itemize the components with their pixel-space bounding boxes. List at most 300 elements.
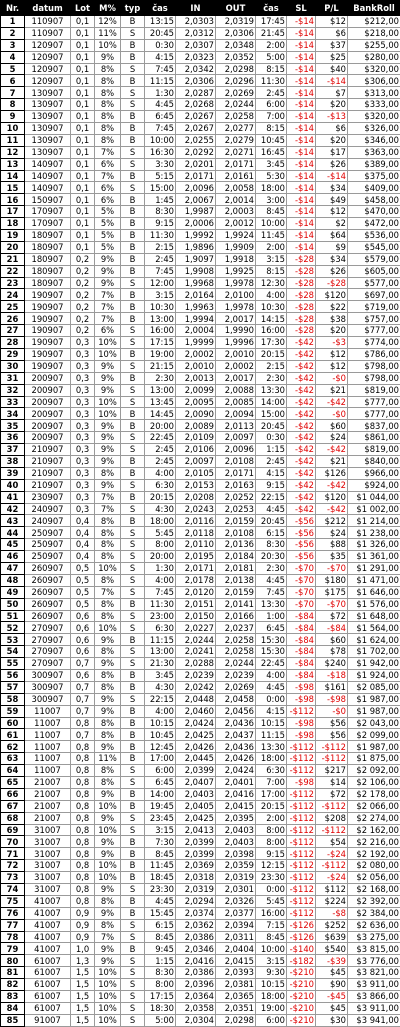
cell-in-price: 2,0319	[176, 884, 216, 896]
cell-typ: S	[121, 574, 145, 586]
cell-open-time: 18:45	[145, 872, 176, 884]
table-row	[1, 241, 400, 253]
cell-in-price: 2,0386	[176, 931, 216, 943]
cell-lot: 0,8	[71, 777, 95, 789]
cell-in-price: 2,0095	[176, 396, 216, 408]
cell-out-price: 2,0181	[216, 562, 256, 574]
cell-open-time: 22:45	[145, 432, 176, 444]
cell-margin-pct: 10%	[95, 800, 121, 812]
cell-in-price: 2,0239	[176, 669, 216, 681]
cell-margin-pct: 8%	[95, 895, 121, 907]
cell-bankroll: $1 987,00	[348, 741, 400, 753]
cell-typ: B	[121, 788, 145, 800]
cell-margin-pct: 9%	[95, 705, 121, 717]
cell-bankroll: $1 875,00	[348, 753, 400, 765]
cell-datum: 210907	[25, 444, 71, 456]
cell-close-time: 2:45	[256, 87, 287, 99]
cell-out-price: 2,0426	[216, 753, 256, 765]
table-row	[1, 646, 400, 658]
cell-lot: 0,5	[71, 574, 95, 586]
cell-bankroll: $280,00	[348, 51, 400, 63]
cell-bankroll: $2 106,00	[348, 777, 400, 789]
cell-in-price: 2,0460	[176, 705, 216, 717]
cell-typ: B	[121, 717, 145, 729]
cell-out-price: 2,0436	[216, 741, 256, 753]
cell-stop-loss: -$126	[287, 919, 316, 931]
cell-out-price: 2,0184	[216, 551, 256, 563]
cell-margin-pct: 9%	[95, 360, 121, 372]
cell-margin-pct: 9%	[95, 943, 121, 955]
cell-lot: 0,8	[71, 848, 95, 860]
cell-typ: S	[121, 277, 145, 289]
cell-lot: 0,6	[71, 610, 95, 622]
table-row	[1, 384, 400, 396]
cell-stop-loss: -$14	[287, 158, 316, 170]
cell-stop-loss: -$84	[287, 634, 316, 646]
cell-open-time: 3:30	[145, 158, 176, 170]
cell-in-price: 2,0405	[176, 800, 216, 812]
cell-profit-loss: -$3	[316, 337, 348, 349]
cell-nr: 40	[1, 479, 25, 491]
cell-profit-loss: -$8	[316, 907, 348, 919]
table-row	[1, 693, 400, 705]
cell-datum: 260907	[25, 574, 71, 586]
cell-stop-loss: -$126	[287, 931, 316, 943]
cell-out-price: 2,0113	[216, 420, 256, 432]
cell-stop-loss: -$14	[287, 218, 316, 230]
cell-profit-loss: $12	[316, 206, 348, 218]
cell-open-time: 4:15	[145, 51, 176, 63]
cell-bankroll: $2 043,00	[348, 717, 400, 729]
cell-bankroll: $3 941,00	[348, 1014, 400, 1026]
cell-close-time: 6:30	[256, 765, 287, 777]
cell-typ: S	[121, 955, 145, 967]
cell-bankroll: $819,00	[348, 384, 400, 396]
cell-close-time: 13:30	[256, 598, 287, 610]
column-header-datum: datum	[25, 1, 71, 16]
cell-nr: 29	[1, 348, 25, 360]
cell-profit-loss: -$39	[316, 955, 348, 967]
cell-margin-pct: 9%	[95, 253, 121, 265]
cell-open-time: 6:45	[145, 111, 176, 123]
cell-out-price: 2,0296	[216, 75, 256, 87]
cell-bankroll: $2 085,00	[348, 681, 400, 693]
cell-open-time: 4:45	[145, 99, 176, 111]
cell-lot: 0,1	[71, 111, 95, 123]
cell-margin-pct: 11%	[95, 753, 121, 765]
cell-datum: 190907	[25, 313, 71, 325]
cell-margin-pct: 10%	[95, 1014, 121, 1026]
cell-out-price: 2,0415	[216, 955, 256, 967]
cell-in-price: 2,0407	[176, 777, 216, 789]
cell-in-price: 2,0318	[176, 872, 216, 884]
cell-nr: 28	[1, 337, 25, 349]
cell-lot: 0,1	[71, 158, 95, 170]
cell-typ: B	[121, 848, 145, 860]
cell-out-price: 2,0085	[216, 396, 256, 408]
cell-bankroll: $579,00	[348, 253, 400, 265]
cell-open-time: 2:30	[145, 372, 176, 384]
cell-profit-loss: $64	[316, 230, 348, 242]
cell-in-price: 1,9992	[176, 230, 216, 242]
cell-datum: 190907	[25, 337, 71, 349]
cell-open-time: 2:45	[145, 444, 176, 456]
cell-typ: B	[121, 634, 145, 646]
cell-out-price: 2,0002	[216, 360, 256, 372]
cell-in-price: 2,0201	[176, 158, 216, 170]
table-row	[1, 372, 400, 384]
cell-lot: 0,3	[71, 503, 95, 515]
cell-datum: 270907	[25, 634, 71, 646]
cell-open-time: 6:00	[145, 765, 176, 777]
cell-datum: 130907	[25, 87, 71, 99]
cell-close-time: 12:30	[256, 277, 287, 289]
cell-stop-loss: -$112	[287, 753, 316, 765]
table-row	[1, 146, 400, 158]
cell-lot: 0,8	[71, 717, 95, 729]
cell-nr: 85	[1, 1014, 25, 1026]
cell-margin-pct: 8%	[95, 574, 121, 586]
cell-lot: 0,7	[71, 705, 95, 717]
cell-nr: 82	[1, 979, 25, 991]
cell-out-price: 2,0239	[216, 669, 256, 681]
cell-out-price: 2,0258	[216, 646, 256, 658]
cell-close-time: 20:15	[256, 800, 287, 812]
cell-lot: 1,0	[71, 943, 95, 955]
cell-profit-loss: -$112	[316, 753, 348, 765]
cell-nr: 17	[1, 206, 25, 218]
cell-lot: 0,1	[71, 241, 95, 253]
cell-datum: 21007	[25, 812, 71, 824]
cell-open-time: 2:15	[145, 241, 176, 253]
cell-margin-pct: 9%	[95, 277, 121, 289]
cell-lot: 0,2	[71, 265, 95, 277]
cell-close-time: 8:00	[256, 836, 287, 848]
cell-in-price: 2,0362	[176, 919, 216, 931]
cell-profit-loss: $54	[316, 836, 348, 848]
table-row	[1, 75, 400, 87]
column-header-margin-pct: M%	[95, 1, 121, 16]
cell-bankroll: $326,00	[348, 123, 400, 135]
cell-margin-pct: 8%	[95, 111, 121, 123]
cell-margin-pct: 8%	[95, 777, 121, 789]
cell-in-price: 2,0303	[176, 16, 216, 28]
cell-nr: 8	[1, 99, 25, 111]
cell-lot: 0,1	[71, 206, 95, 218]
table-row	[1, 301, 400, 313]
table-row	[1, 979, 400, 991]
cell-open-time: 7:45	[145, 123, 176, 135]
cell-profit-loss: $639	[316, 931, 348, 943]
cell-nr: 60	[1, 717, 25, 729]
cell-lot: 0,8	[71, 836, 95, 848]
cell-close-time: 6:00	[256, 99, 287, 111]
cell-margin-pct: 7%	[95, 491, 121, 503]
cell-open-time: 3:15	[145, 824, 176, 836]
cell-lot: 0,5	[71, 598, 95, 610]
cell-out-price: 2,0100	[216, 289, 256, 301]
cell-in-price: 2,0208	[176, 491, 216, 503]
cell-datum: 180907	[25, 253, 71, 265]
cell-in-price: 2,0312	[176, 27, 216, 39]
cell-out-price: 2,0171	[216, 158, 256, 170]
cell-bankroll: $774,00	[348, 337, 400, 349]
cell-nr: 11	[1, 134, 25, 146]
cell-bankroll: $2 384,00	[348, 907, 400, 919]
cell-nr: 25	[1, 301, 25, 313]
cell-typ: S	[121, 182, 145, 194]
cell-datum: 170907	[25, 218, 71, 230]
cell-bankroll: $3 275,00	[348, 931, 400, 943]
cell-lot: 0,8	[71, 860, 95, 872]
column-header-out-price: OUT	[216, 1, 256, 16]
cell-out-price: 2,0319	[216, 16, 256, 28]
cell-out-price: 2,0306	[216, 27, 256, 39]
cell-datum: 250907	[25, 527, 71, 539]
cell-lot: 0,1	[71, 51, 95, 63]
cell-close-time: 10:15	[256, 717, 287, 729]
table-row	[1, 729, 400, 741]
cell-stop-loss: -$210	[287, 979, 316, 991]
cell-close-time: 7:00	[256, 111, 287, 123]
cell-open-time: 4:00	[145, 574, 176, 586]
cell-datum: 41007	[25, 907, 71, 919]
cell-datum: 260907	[25, 562, 71, 574]
cell-datum: 180907	[25, 241, 71, 253]
cell-bankroll: $458,00	[348, 194, 400, 206]
cell-close-time: 8:15	[256, 123, 287, 135]
cell-profit-loss: $161	[316, 681, 348, 693]
table-row	[1, 503, 400, 515]
cell-profit-loss: $9	[316, 241, 348, 253]
cell-profit-loss: -$14	[316, 75, 348, 87]
cell-bankroll: $3 911,00	[348, 979, 400, 991]
table-row	[1, 991, 400, 1003]
cell-datum: 130907	[25, 111, 71, 123]
cell-open-time: 11:15	[145, 634, 176, 646]
cell-margin-pct: 10%	[95, 872, 121, 884]
cell-margin-pct: 10%	[95, 1002, 121, 1014]
cell-margin-pct: 10%	[95, 979, 121, 991]
cell-out-price: 2,0138	[216, 574, 256, 586]
cell-close-time: 7:00	[256, 777, 287, 789]
cell-stop-loss: -$112	[287, 788, 316, 800]
cell-open-time: 6:15	[145, 919, 176, 931]
cell-typ: B	[121, 206, 145, 218]
cell-margin-pct: 7%	[95, 301, 121, 313]
cell-in-price: 2,0386	[176, 967, 216, 979]
cell-datum: 200907	[25, 396, 71, 408]
cell-open-time: 7:45	[145, 586, 176, 598]
cell-bankroll: $1 624,00	[348, 634, 400, 646]
cell-open-time: 16:00	[145, 325, 176, 337]
table-row	[1, 479, 400, 491]
cell-margin-pct: 8%	[95, 681, 121, 693]
cell-close-time: 5:00	[256, 51, 287, 63]
cell-close-time: 6:15	[256, 527, 287, 539]
cell-close-time: 19:00	[256, 1002, 287, 1014]
cell-nr: 57	[1, 681, 25, 693]
cell-datum: 200907	[25, 408, 71, 420]
cell-margin-pct: 8%	[95, 467, 121, 479]
cell-open-time: 13:00	[145, 313, 176, 325]
cell-bankroll: $3 911,00	[348, 1002, 400, 1014]
cell-stop-loss: -$112	[287, 812, 316, 824]
cell-stop-loss: -$112	[287, 741, 316, 753]
cell-open-time: 19:00	[145, 348, 176, 360]
cell-bankroll: $3 821,00	[348, 967, 400, 979]
cell-datum: 120907	[25, 63, 71, 75]
cell-typ: S	[121, 503, 145, 515]
cell-lot: 0,8	[71, 812, 95, 824]
cell-in-price: 2,0105	[176, 467, 216, 479]
table-row	[1, 598, 400, 610]
cell-open-time: 16:30	[145, 146, 176, 158]
cell-datum: 200907	[25, 420, 71, 432]
cell-typ: B	[121, 16, 145, 28]
cell-profit-loss: -$45	[316, 991, 348, 1003]
cell-out-price: 2,0381	[216, 979, 256, 991]
cell-close-time: 9:30	[256, 967, 287, 979]
cell-open-time: 4:45	[145, 895, 176, 907]
cell-datum: 21007	[25, 777, 71, 789]
table-row	[1, 788, 400, 800]
cell-lot: 0,1	[71, 182, 95, 194]
column-header-nr: Nr.	[1, 1, 25, 16]
cell-bankroll: $218,00	[348, 27, 400, 39]
cell-bankroll: $819,00	[348, 444, 400, 456]
cell-bankroll: $333,00	[348, 99, 400, 111]
cell-stop-loss: -$42	[287, 360, 316, 372]
cell-nr: 16	[1, 194, 25, 206]
cell-out-price: 2,0017	[216, 372, 256, 384]
cell-lot: 1,5	[71, 967, 95, 979]
table-row	[1, 586, 400, 598]
cell-out-price: 1,9996	[216, 337, 256, 349]
cell-profit-loss: -$70	[316, 562, 348, 574]
table-row	[1, 574, 400, 586]
cell-profit-loss: $37	[316, 39, 348, 51]
cell-lot: 0,9	[71, 919, 95, 931]
cell-typ: B	[121, 491, 145, 503]
cell-close-time: 4:00	[256, 289, 287, 301]
cell-profit-loss: $24	[316, 432, 348, 444]
cell-out-price: 2,0166	[216, 610, 256, 622]
cell-in-price: 2,0244	[176, 634, 216, 646]
cell-out-price: 1,9924	[216, 230, 256, 242]
cell-margin-pct: 9%	[95, 372, 121, 384]
cell-out-price: 2,0244	[216, 658, 256, 670]
cell-close-time: 11:45	[256, 230, 287, 242]
cell-close-time: 13:30	[256, 741, 287, 753]
cell-out-price: 2,0298	[216, 63, 256, 75]
cell-margin-pct: 8%	[95, 134, 121, 146]
cell-bankroll: $966,00	[348, 467, 400, 479]
cell-nr: 31	[1, 372, 25, 384]
cell-close-time: 2:00	[256, 241, 287, 253]
cell-margin-pct: 8%	[95, 646, 121, 658]
cell-profit-loss: $208	[316, 812, 348, 824]
cell-datum: 31007	[25, 836, 71, 848]
cell-in-price: 2,0426	[176, 741, 216, 753]
cell-datum: 180907	[25, 265, 71, 277]
cell-nr: 58	[1, 693, 25, 705]
cell-close-time: 17:00	[256, 788, 287, 800]
cell-in-price: 2,0099	[176, 384, 216, 396]
cell-close-time: 15:30	[256, 646, 287, 658]
cell-typ: B	[121, 253, 145, 265]
cell-lot: 0,1	[71, 16, 95, 28]
cell-open-time: 1:15	[145, 955, 176, 967]
cell-close-time: 15:30	[256, 634, 287, 646]
cell-close-time: 8:30	[256, 539, 287, 551]
cell-bankroll: $924,00	[348, 479, 400, 491]
cell-margin-pct: 8%	[95, 63, 121, 75]
cell-lot: 0,3	[71, 372, 95, 384]
cell-typ: B	[121, 872, 145, 884]
cell-in-price: 2,0109	[176, 432, 216, 444]
cell-bankroll: $3 815,00	[348, 943, 400, 955]
cell-close-time: 9:15	[256, 479, 287, 491]
cell-profit-loss: $112	[316, 884, 348, 896]
cell-out-price: 2,0394	[216, 919, 256, 931]
table-row	[1, 230, 400, 242]
cell-open-time: 10:15	[145, 717, 176, 729]
cell-lot: 1,5	[71, 991, 95, 1003]
cell-bankroll: $1 044,00	[348, 491, 400, 503]
cell-typ: B	[121, 681, 145, 693]
cell-nr: 75	[1, 895, 25, 907]
cell-nr: 81	[1, 967, 25, 979]
cell-in-price: 2,0403	[176, 788, 216, 800]
cell-profit-loss: -$0	[316, 705, 348, 717]
cell-datum: 260907	[25, 610, 71, 622]
cell-bankroll: $389,00	[348, 158, 400, 170]
cell-datum: 61007	[25, 979, 71, 991]
cell-datum: 300907	[25, 693, 71, 705]
cell-stop-loss: -$84	[287, 610, 316, 622]
column-header-typ: typ	[121, 1, 145, 16]
cell-in-price: 2,0171	[176, 170, 216, 182]
table-row	[1, 753, 400, 765]
cell-nr: 65	[1, 777, 25, 789]
cell-typ: B	[121, 313, 145, 325]
table-row	[1, 717, 400, 729]
cell-close-time: 23:30	[256, 872, 287, 884]
table-row	[1, 943, 400, 955]
cell-in-price: 2,0195	[176, 551, 216, 563]
cell-stop-loss: -$98	[287, 777, 316, 789]
cell-datum: 41007	[25, 895, 71, 907]
cell-profit-loss: -$0	[316, 372, 348, 384]
cell-out-price: 2,0458	[216, 693, 256, 705]
cell-stop-loss: -$112	[287, 872, 316, 884]
cell-stop-loss: -$112	[287, 884, 316, 896]
cell-datum: 61007	[25, 967, 71, 979]
cell-stop-loss: -$112	[287, 705, 316, 717]
cell-bankroll: $470,00	[348, 206, 400, 218]
cell-nr: 45	[1, 539, 25, 551]
cell-typ: B	[121, 860, 145, 872]
cell-typ: S	[121, 396, 145, 408]
cell-nr: 37	[1, 444, 25, 456]
cell-profit-loss: $60	[316, 420, 348, 432]
cell-open-time: 4:00	[145, 705, 176, 717]
cell-stop-loss: -$14	[287, 51, 316, 63]
cell-open-time: 5:45	[145, 527, 176, 539]
cell-bankroll: $2 392,00	[348, 895, 400, 907]
cell-lot: 0,2	[71, 289, 95, 301]
